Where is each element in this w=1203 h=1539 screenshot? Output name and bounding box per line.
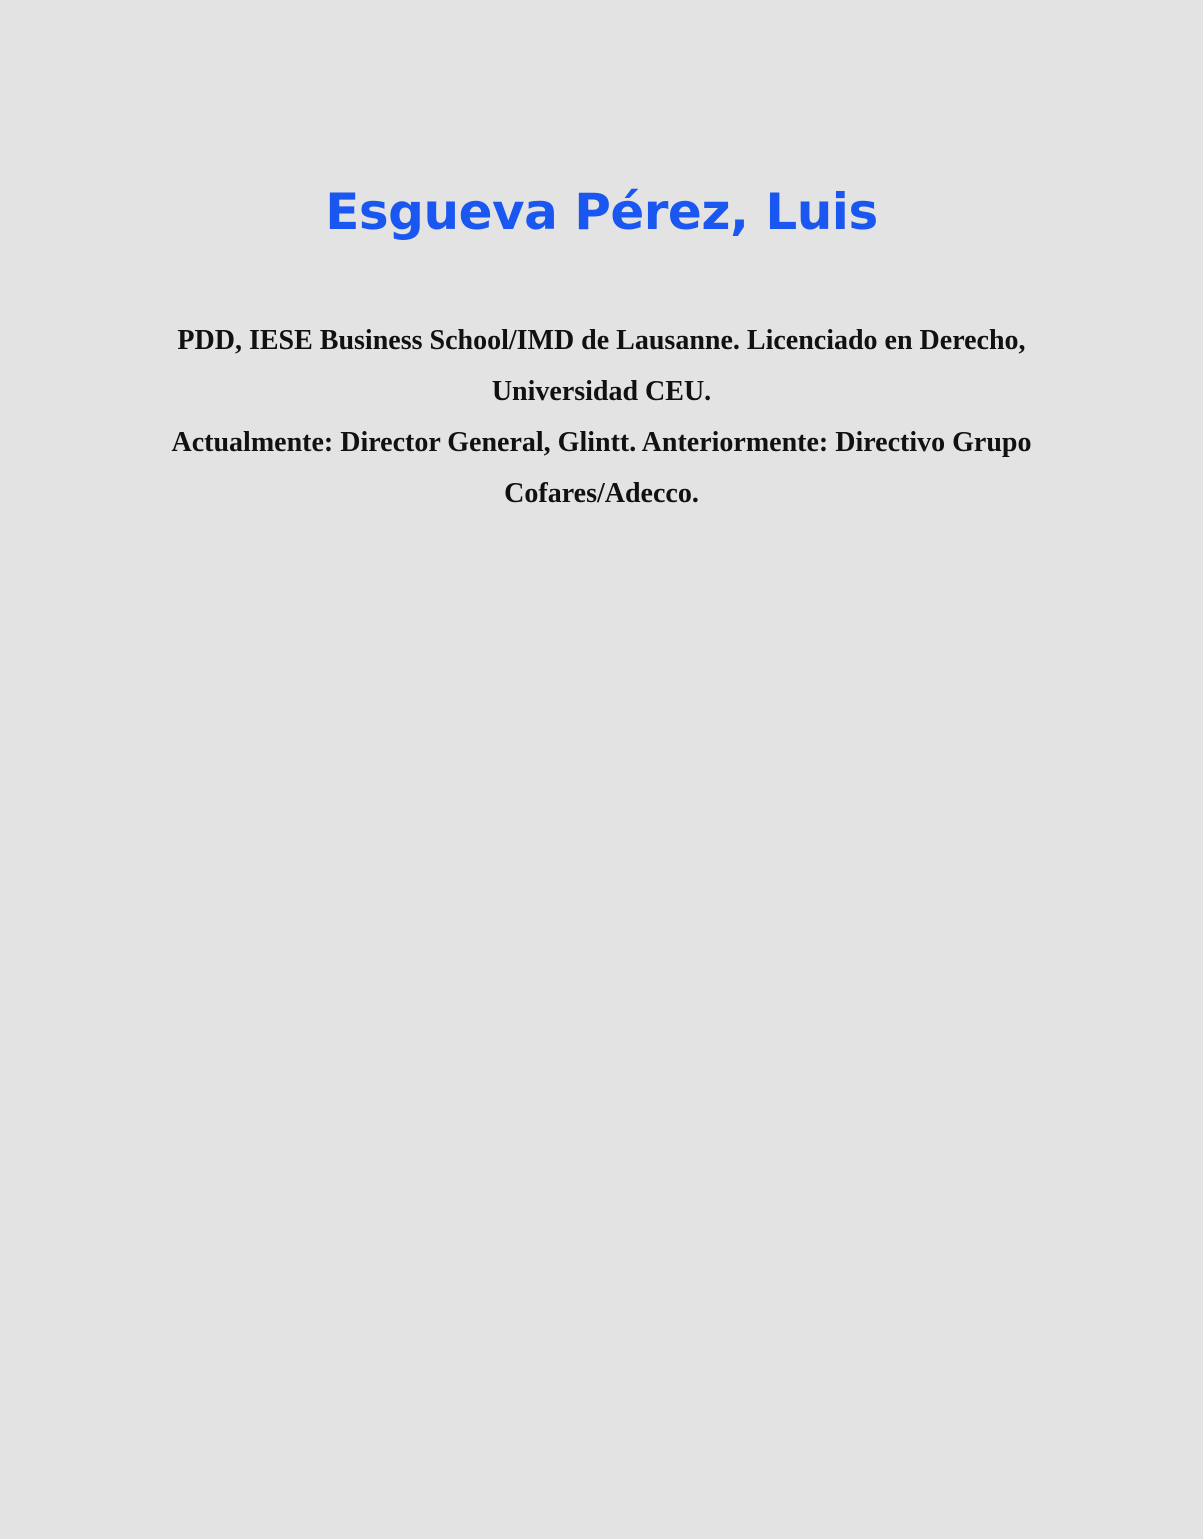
profile-bio-paragraph: PDD, IESE Business School/IMD de Lausanne. Licenciado en Derecho, Universidad CEU. bbox=[177, 325, 1026, 407]
profile-bio-paragraph: Actualmente: Director General, Glintt. Anteriormente: Directivo Grupo Cofares/Adecco. bbox=[171, 427, 1032, 509]
profile-biography bbox=[120, 315, 1083, 519]
page-title: Esgueva Pérez, Luis bbox=[325, 183, 878, 241]
